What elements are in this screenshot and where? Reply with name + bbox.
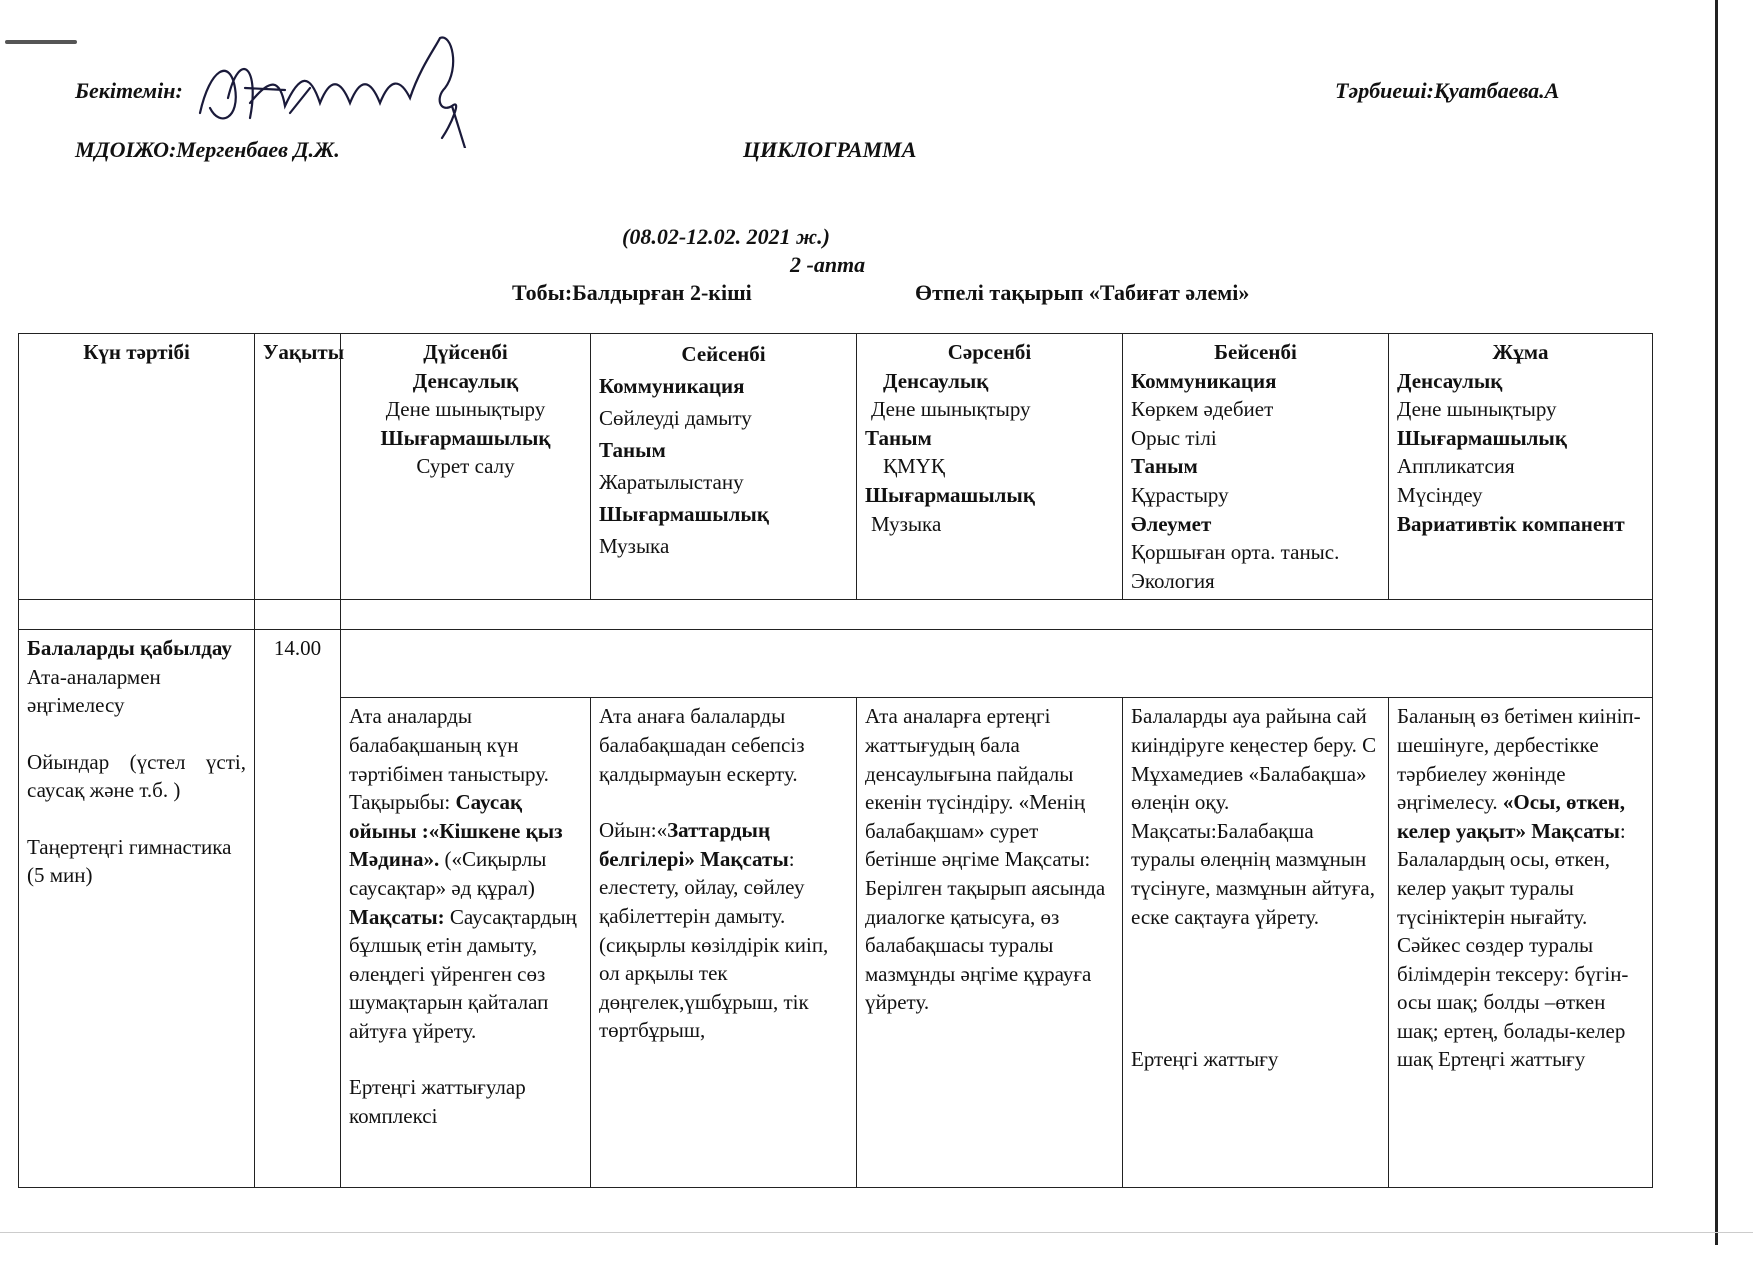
time-header: Уақыты (255, 334, 341, 600)
monday-activity: Ата аналарды балабақшаның күн тәртібімен таныстыру. Тақырыбы: Саусақ ойыны :«Кішкене қыз Мәдина». («Сиқырлы саусақтар» әд құрал) Мақсаты: Саусақтардың бұлшық етін дамыту, өлеңдегі үйренген сөз шумақтарын қайталап айтуға үйрету. Ертеңгі жаттығулар комплексі (341, 698, 591, 1188)
period: (08.02-12.02. 2021 ж.) (622, 224, 830, 249)
spacer-row (19, 600, 1653, 630)
theme: Өтпелі тақырып «Табиғат әлемі» (915, 280, 1250, 305)
week: 2 -апта (790, 252, 866, 277)
wednesday-activity: Ата аналарға ертеңгі жаттығудың бала денсаулығына пайдалы екенін түсіндіру. «Менің балабақшам» сурет бетінше әңгіме Мақсаты: Берілген тақырып аясында диалогке қатысуға, өз балабақшасы туралы мазмұнды әңгіме құрауға үйрету. (857, 698, 1123, 1188)
scan-edge-line (1715, 0, 1718, 1245)
document-title: ЦИКЛОГРАММА (743, 137, 917, 162)
director-name: МДОІЖО:Мергенбаев Д.Ж. (75, 137, 340, 162)
scan-bottom-edge (0, 1232, 1753, 1233)
day-name: Сәрсенбі (947, 340, 1032, 364)
day-thursday: Бейсенбі Коммуникация Көркем әдебиет Орыс тілі Таным Құрастыру Әлеумет Қоршыған орта. таныс. Экология (1123, 334, 1389, 600)
tuesday-activity: Ата анаға балаларды балабақшадан себепсіз қалдырмауын ескерту. Ойын:«Заттардың белгілері» Мақсаты: елестету, ойлау, сөйлеу қабілеттерін дамыту. (сиқырлы көзілдірік киіп, ол арқылы тек дөңгелек,үшбұрыш, тік төртбұрыш, (591, 698, 857, 1188)
teacher-name: Тәрбиеші:Қуатбаева.А (1335, 78, 1560, 103)
day-name: Жұма (1492, 340, 1549, 364)
friday-activity: Баланың өз бетімен киініп-шешінуге, дербестікке тәрбиелеу жөнінде әңгімелесу. «Осы, өткен, келер уақыт» Мақсаты: Балалардың осы, өткен, келер уақыт туралы түсініктерін нығайту. Сәйкес сөздер туралы білімдерін тексеру: бүгін-осы шақ; болды –өткен шақ; ертең, болады-келер шақ Ертеңгі жаттығу (1389, 698, 1653, 1188)
day-name: Сейсенбі (681, 342, 766, 366)
day-tuesday: Сейсенбі Коммуникация Сөйлеуді дамыту Таным Жаратылыстану Шығармашылық Музыка (591, 334, 857, 600)
thursday-activity: Балаларды ауа райына сай киіндіруге кеңестер беру. С Мұхамедиев «Балабақша» өлеңін оқу. Мақсаты:Балабақша туралы өлеңнің мазмұнын түсінуге, мазмұнын айтуға, еске сақтауға үйрету. Ертеңгі жаттығу (1123, 698, 1389, 1188)
day-wednesday: Сәрсенбі Денсаулық Дене шынықтыру Таным ҚМҮҚ Шығармашылық Музыка (857, 334, 1123, 600)
reception-cell: Балаларды қабылдау Ата-аналармен әңгімелесу Ойындар (үстел үсті, саусақ және т.б. ) Таңертеңгі гимнастика (5 мин) (19, 630, 255, 1188)
day-name: Дүйсенбі (423, 340, 508, 364)
header-row (19, 334, 1653, 600)
scan-mark (5, 40, 77, 44)
reception-row (19, 630, 1653, 698)
day-name: Бейсенбі (1214, 340, 1297, 364)
day-friday: Жұма Денсаулық Дене шынықтыру Шығармашылық Аппликатсия Мүсіндеу Вариативтік компанент (1389, 334, 1653, 600)
schedule-header: Күн тәртібі (19, 334, 255, 600)
reception-time: 14.00 (255, 630, 341, 1188)
day-monday: Дүйсенбі Денсаулық Дене шынықтыру Шығармашылық Сурет салу (341, 334, 591, 600)
group-name: Тобы:Балдырған 2-кіші (512, 280, 752, 305)
signature-image (190, 28, 530, 148)
cyclogram-table (18, 333, 1653, 1188)
reception-title: Балаларды қабылдау (27, 636, 232, 661)
approve-label: Бекітемін: (75, 78, 183, 103)
